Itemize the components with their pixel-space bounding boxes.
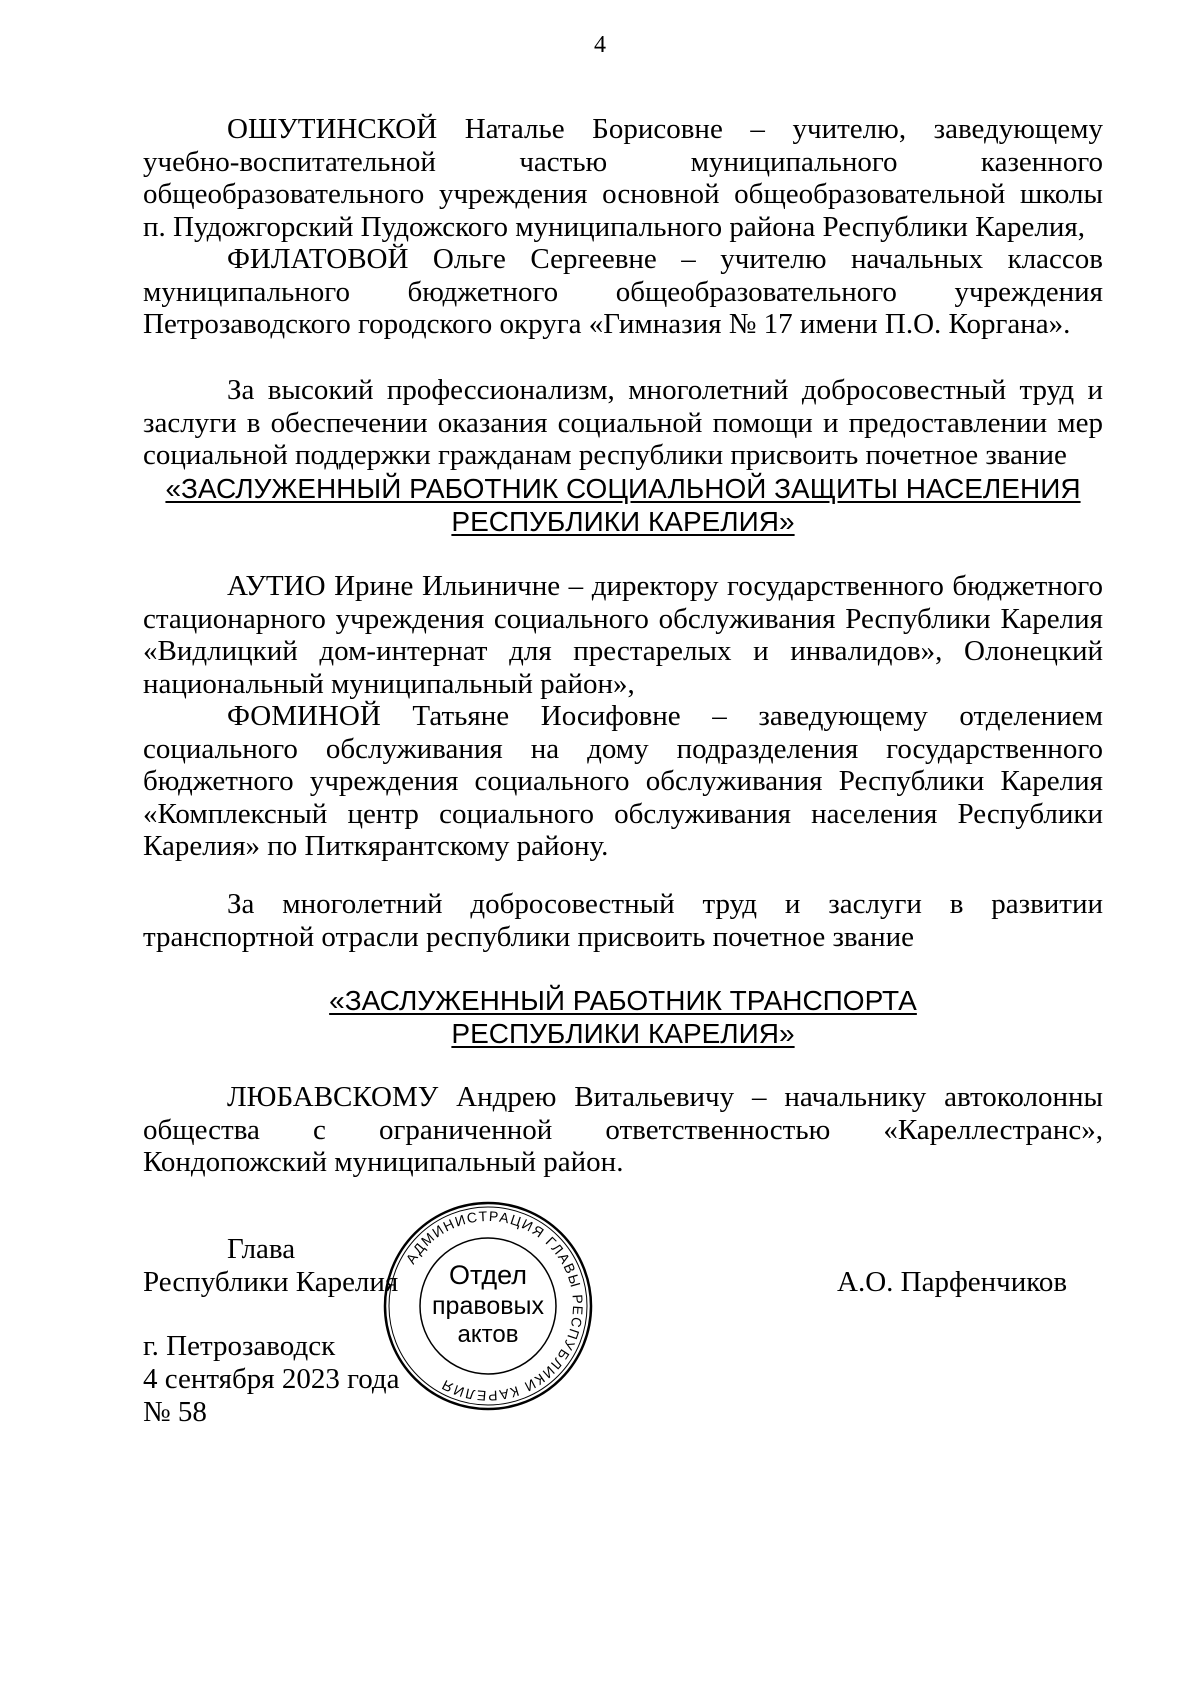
paragraph-transport-intro: За многолетний добросовестный труд и заслуги в развитии транспортной отрасли республики присвоить почетное звание [143,888,1103,953]
heading-transport [143,984,1103,1050]
signature-title-line1: Глава [227,1233,296,1265]
paragraph-fomina: ФОМИНОЙ Татьяне Иосифовне – заведующему отделением социального обслуживания на дому подразделения государственного бюджетного учреждения социального обслуживания Республики Карелия «Комплексный центр социального обслуживания населения Республики Карелия» по Питкярантскому району. [143,700,1103,862]
paragraph-lyubavsky: ЛЮБАВСКОМУ Андрею Витальевичу – начальнику автоколонны общества с ограниченной ответственностью «Кареллестранс», Кондопожский муниципальный район. [143,1081,1103,1178]
document-number: № 58 [143,1396,207,1428]
signature-name: А.О. Парфенчиков [837,1266,1068,1298]
heading-transport-line1: «ЗАСЛУЖЕННЫЙ РАБОТНИК ТРАНСПОРТА [329,985,917,1016]
page-number: 4 [594,32,606,58]
legal-department-stamp [378,1196,598,1416]
stamp-center-line3: актов [457,1321,519,1348]
document-date: 4 сентября 2023 года [143,1363,400,1395]
heading-transport-line2: РЕСПУБЛИКИ КАРЕЛИЯ» [451,1018,795,1049]
paragraph-oshutinskaya: ОШУТИНСКОЙ Наталье Борисовне – учителю, заведующему учебно-воспитательной частью муниципального казенного общеобразовательного учреждения основной общеобразовательной школы п. Пудожгорский Пудожского муниципального района Республики Карелия, [143,113,1103,243]
signature-title-line2: Республики Карелия [143,1266,399,1298]
stamp-center-line2: правовых [432,1292,544,1320]
heading-social-protection [143,472,1103,538]
stamp-ring-textpath: АДМИНИСТРАЦИЯ ГЛАВЫ РЕСПУБЛИКИ КАРЕЛИЯ [402,1207,587,1405]
paragraph-filatova: ФИЛАТОВОЙ Ольге Сергеевне – учителю начальных классов муниципального бюджетного общеобразовательного учреждения Петрозаводского городского округа «Гимназия № 17 имени П.О. Коргана». [143,243,1103,340]
paragraph-social-intro: За высокий профессионализм, многолетний добросовестный труд и заслуги в обеспечении оказания социальной помощи и предоставлении мер социальной поддержки гражданам республики присвоить почетное звание [143,374,1103,471]
stamp-center-line1: Отдел [448,1260,528,1290]
paragraph-autio: АУТИО Ирине Ильиничне – директору государственного бюджетного стационарного учреждения социального обслуживания Республики Карелия «Видлицкий дом-интернат для престарелых и инвалидов», Олонецкий национальный муниципальный район», [143,570,1103,700]
heading-social-line1: «ЗАСЛУЖЕННЫЙ РАБОТНИК СОЦИАЛЬНОЙ ЗАЩИТЫ НАСЕЛЕНИЯ [165,473,1081,504]
document-city: г. Петрозаводск [143,1330,336,1362]
heading-social-line2: РЕСПУБЛИКИ КАРЕЛИЯ» [451,506,795,537]
